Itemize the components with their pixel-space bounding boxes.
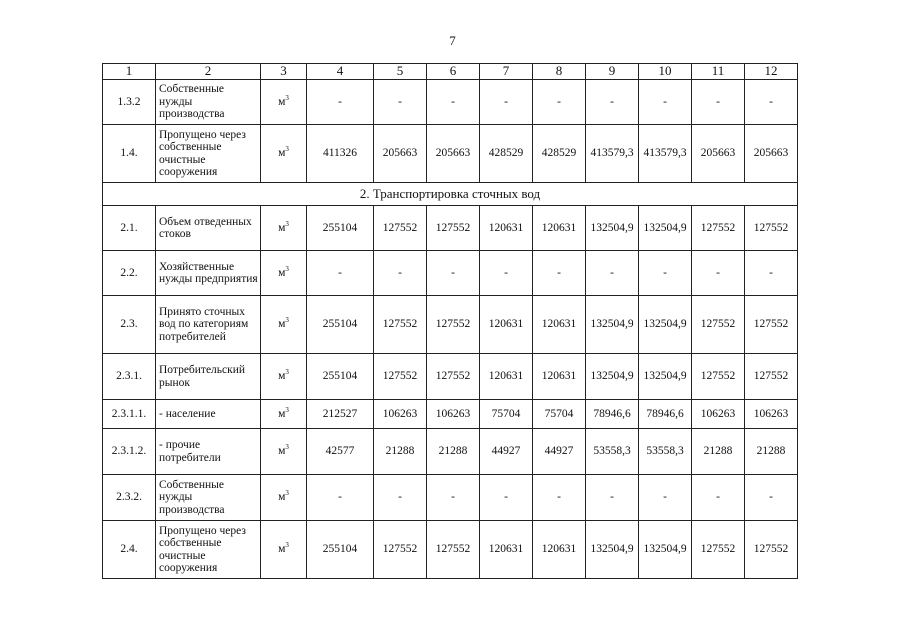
value-cell: 127552 [374, 354, 427, 400]
value-cell: 120631 [533, 206, 586, 251]
value-cell: - [374, 80, 427, 125]
value-cell: 127552 [427, 206, 480, 251]
row-number: 1.3.2 [103, 80, 156, 125]
column-header: 1 [103, 64, 156, 80]
unit-exponent: 3 [285, 93, 289, 102]
value-cell: 127552 [427, 354, 480, 400]
table-row [103, 80, 798, 125]
value-cell: 21288 [374, 429, 427, 475]
table-row [103, 475, 798, 521]
unit-base: м [278, 407, 286, 420]
value-cell: 120631 [480, 206, 533, 251]
value-cell: 75704 [533, 400, 586, 429]
value-cell: 120631 [480, 521, 533, 579]
value-cell: 255104 [307, 296, 374, 354]
unit-exponent: 3 [285, 316, 289, 325]
column-header: 3 [261, 64, 307, 80]
column-header: 8 [533, 64, 586, 80]
row-unit [261, 429, 307, 475]
value-cell: - [639, 251, 692, 296]
value-cell: - [533, 475, 586, 521]
value-cell: 75704 [480, 400, 533, 429]
unit-base: м [278, 95, 286, 108]
table-row [103, 429, 798, 475]
column-header: 6 [427, 64, 480, 80]
value-cell: 413579,3 [586, 125, 639, 183]
value-cell: 132504,9 [586, 354, 639, 400]
page-number: 7 [449, 33, 456, 48]
value-cell: 132504,9 [639, 296, 692, 354]
value-cell: 205663 [745, 125, 798, 183]
table-row [103, 206, 798, 251]
value-cell: 21288 [692, 429, 745, 475]
column-header: 12 [745, 64, 798, 80]
row-number: 2.2. [103, 251, 156, 296]
column-header: 7 [480, 64, 533, 80]
value-cell: 428529 [533, 125, 586, 183]
value-cell: 127552 [374, 521, 427, 579]
value-cell: 127552 [427, 296, 480, 354]
value-cell: - [745, 475, 798, 521]
value-cell: - [427, 475, 480, 521]
unit-base: м [278, 543, 286, 556]
value-cell: - [533, 80, 586, 125]
unit-base: м [278, 445, 286, 458]
unit-exponent: 3 [285, 489, 289, 498]
data-table [102, 63, 798, 579]
unit-exponent: 3 [285, 219, 289, 228]
table-row [103, 354, 798, 400]
value-cell: 21288 [427, 429, 480, 475]
value-cell: 120631 [533, 296, 586, 354]
value-cell: 106263 [374, 400, 427, 429]
unit-base: м [278, 221, 286, 234]
row-unit [261, 80, 307, 125]
value-cell: 21288 [745, 429, 798, 475]
value-cell: - [374, 251, 427, 296]
value-cell: 127552 [427, 521, 480, 579]
value-cell: 120631 [480, 354, 533, 400]
row-unit [261, 475, 307, 521]
value-cell: 413579,3 [639, 125, 692, 183]
value-cell: - [427, 80, 480, 125]
row-name: Хозяйственные нужды предприятия [156, 251, 261, 296]
unit-base: м [278, 370, 286, 383]
value-cell: - [427, 251, 480, 296]
value-cell: 127552 [692, 354, 745, 400]
value-cell: 44927 [480, 429, 533, 475]
table-row [103, 521, 798, 579]
unit-base: м [278, 266, 286, 279]
value-cell: 42577 [307, 429, 374, 475]
value-cell: 132504,9 [586, 521, 639, 579]
row-name: Потребительский рынок [156, 354, 261, 400]
value-cell: - [586, 80, 639, 125]
value-cell: 106263 [427, 400, 480, 429]
row-number: 2.3.1. [103, 354, 156, 400]
column-header: 5 [374, 64, 427, 80]
value-cell: 127552 [745, 296, 798, 354]
value-cell: - [692, 80, 745, 125]
row-name: - прочие потребители [156, 429, 261, 475]
row-name: - население [156, 400, 261, 429]
value-cell: - [480, 80, 533, 125]
column-header: 9 [586, 64, 639, 80]
value-cell: 132504,9 [586, 296, 639, 354]
row-name: Собственные нужды производства [156, 475, 261, 521]
value-cell: - [307, 80, 374, 125]
row-number: 2.3.1.2. [103, 429, 156, 475]
value-cell: 132504,9 [639, 521, 692, 579]
row-unit [261, 521, 307, 579]
value-cell: 78946,6 [639, 400, 692, 429]
value-cell: 127552 [692, 521, 745, 579]
value-cell: - [639, 475, 692, 521]
row-name: Собственные нужды производства [156, 80, 261, 125]
value-cell: - [745, 251, 798, 296]
value-cell: 132504,9 [639, 206, 692, 251]
value-cell: 205663 [427, 125, 480, 183]
value-cell: - [374, 475, 427, 521]
header-row [103, 64, 798, 80]
unit-exponent: 3 [285, 368, 289, 377]
value-cell: - [533, 251, 586, 296]
value-cell: 120631 [480, 296, 533, 354]
value-cell: 127552 [745, 521, 798, 579]
row-name: Пропущено через собственные очистные сооружения [156, 521, 261, 579]
value-cell: 205663 [374, 125, 427, 183]
unit-base: м [278, 147, 286, 160]
value-cell: - [307, 251, 374, 296]
section-title: 2. Транспортировка сточных вод [103, 183, 798, 206]
row-unit [261, 296, 307, 354]
row-number: 2.3. [103, 296, 156, 354]
unit-base: м [278, 318, 286, 331]
row-name: Принято сточных вод по категориям потребителей [156, 296, 261, 354]
value-cell: - [745, 80, 798, 125]
column-header: 2 [156, 64, 261, 80]
row-unit [261, 206, 307, 251]
row-unit [261, 125, 307, 183]
value-cell: 255104 [307, 206, 374, 251]
value-cell: - [586, 251, 639, 296]
unit-base: м [278, 491, 286, 504]
value-cell: 255104 [307, 354, 374, 400]
value-cell: 127552 [692, 206, 745, 251]
value-cell: 127552 [745, 206, 798, 251]
value-cell: 53558,3 [639, 429, 692, 475]
value-cell: 44927 [533, 429, 586, 475]
value-cell: 255104 [307, 521, 374, 579]
value-cell: 132504,9 [639, 354, 692, 400]
column-header: 4 [307, 64, 374, 80]
value-cell: - [480, 251, 533, 296]
value-cell: - [692, 251, 745, 296]
value-cell: 127552 [374, 296, 427, 354]
column-header: 10 [639, 64, 692, 80]
value-cell: 411326 [307, 125, 374, 183]
table-row [103, 251, 798, 296]
value-cell: - [692, 475, 745, 521]
unit-exponent: 3 [285, 264, 289, 273]
value-cell: 78946,6 [586, 400, 639, 429]
value-cell: 132504,9 [586, 206, 639, 251]
table-row [103, 125, 798, 183]
value-cell: 127552 [374, 206, 427, 251]
unit-exponent: 3 [285, 443, 289, 452]
value-cell: 428529 [480, 125, 533, 183]
value-cell: 212527 [307, 400, 374, 429]
value-cell: 127552 [692, 296, 745, 354]
section-row [103, 183, 798, 206]
column-header: 11 [692, 64, 745, 80]
row-number: 2.4. [103, 521, 156, 579]
row-unit [261, 354, 307, 400]
value-cell: - [586, 475, 639, 521]
value-cell: 53558,3 [586, 429, 639, 475]
value-cell: 120631 [533, 521, 586, 579]
value-cell: 120631 [533, 354, 586, 400]
row-unit [261, 251, 307, 296]
row-unit [261, 400, 307, 429]
value-cell: 106263 [692, 400, 745, 429]
row-name: Объем отведенных стоков [156, 206, 261, 251]
unit-exponent: 3 [285, 405, 289, 414]
value-cell: - [307, 475, 374, 521]
value-cell: 205663 [692, 125, 745, 183]
unit-exponent: 3 [285, 145, 289, 154]
table-row [103, 296, 798, 354]
value-cell: - [639, 80, 692, 125]
table-row [103, 400, 798, 429]
row-name: Пропущено через собственные очистные сооружения [156, 125, 261, 183]
row-number: 2.3.2. [103, 475, 156, 521]
value-cell: 106263 [745, 400, 798, 429]
row-number: 1.4. [103, 125, 156, 183]
unit-exponent: 3 [285, 541, 289, 550]
value-cell: 127552 [745, 354, 798, 400]
row-number: 2.1. [103, 206, 156, 251]
value-cell: - [480, 475, 533, 521]
row-number: 2.3.1.1. [103, 400, 156, 429]
